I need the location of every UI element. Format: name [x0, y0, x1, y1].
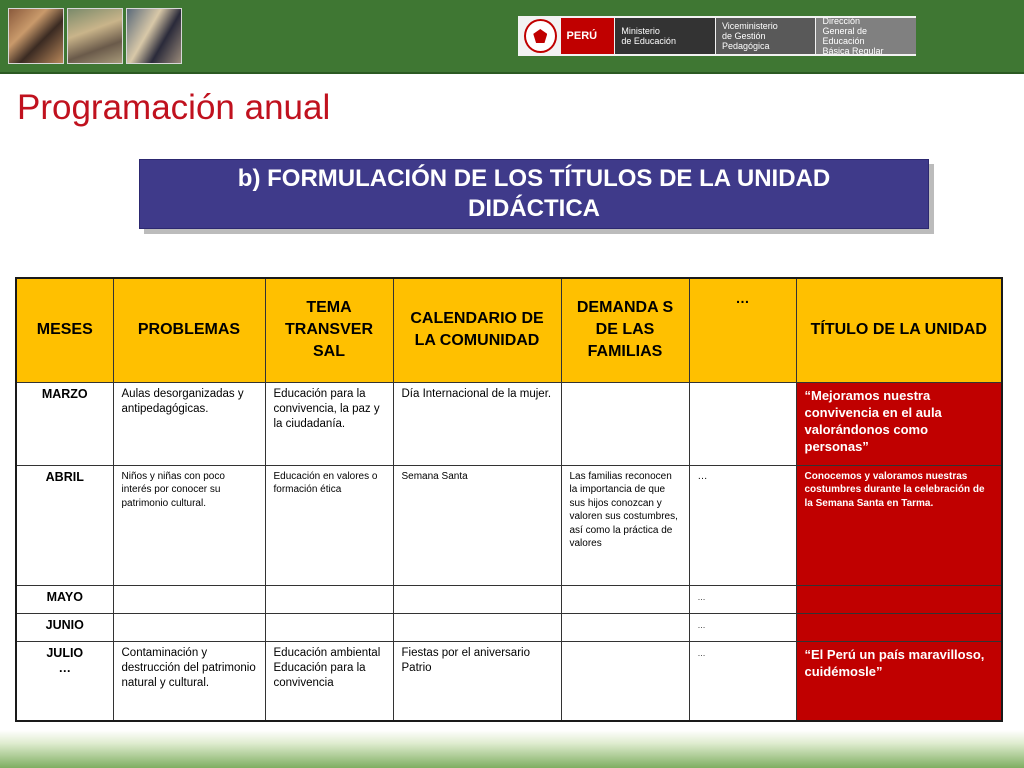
header-meses: MESES [16, 278, 113, 382]
planning-table [15, 277, 1003, 722]
other-cell: … [689, 585, 796, 613]
header-problemas: PROBLEMAS [113, 278, 265, 382]
child-photo-icon [8, 8, 64, 64]
table-row [16, 585, 1002, 613]
demand-cell: Las familias reconocen la importancia de que sus hijos conozcan y valoren sus costumbres, así como la práctica de valores [561, 465, 689, 585]
theme-cell: Educación en valores o formación ética [265, 465, 393, 585]
section-banner: b) FORMULACIÓN DE LOS TÍTULOS DE LA UNIDAD DIDÁCTICA [139, 159, 929, 229]
table-row [16, 613, 1002, 641]
other-cell: … [689, 641, 796, 721]
month-cell: JUNIO [16, 613, 113, 641]
problem-cell: Niños y niñas con poco interés por conocer su patrimonio cultural. [113, 465, 265, 585]
table-header-row [16, 278, 1002, 382]
other-cell: … [689, 613, 796, 641]
demand-cell [561, 585, 689, 613]
footer-bar [0, 730, 1024, 768]
theme-cell: Educación ambiental Educación para la convivencia [265, 641, 393, 721]
table-row [16, 465, 1002, 585]
logo-direction: Dirección General de Educación Básica Regular [816, 18, 916, 54]
logo-peru: PERÚ [561, 18, 615, 54]
logo-ministry: Ministerio de Educación [615, 18, 715, 54]
theme-cell [265, 613, 393, 641]
other-cell [689, 382, 796, 465]
theme-cell: Educación para la convivencia, la paz y la ciudadanía. [265, 382, 393, 465]
logo-vice-ministry: Viceministerio de Gestión Pedagógica [716, 18, 816, 54]
unit-title-cell: Conocemos y valoramos nuestras costumbres durante la celebración de la Semana Santa en Tarma. [796, 465, 1002, 585]
table-row [16, 641, 1002, 721]
calendar-cell: Semana Santa [393, 465, 561, 585]
page-title: Programación anual [17, 88, 331, 127]
problem-cell [113, 585, 265, 613]
unit-title-cell: “Mejoramos nuestra convivencia en el aula valorándonos como personas” [796, 382, 1002, 465]
header-bar [0, 0, 1024, 74]
theme-cell [265, 585, 393, 613]
problem-cell [113, 613, 265, 641]
month-label: JULIO [46, 645, 84, 660]
ministry-logo [518, 16, 916, 56]
calendar-cell [393, 613, 561, 641]
demand-cell [561, 641, 689, 721]
month-extra: … [58, 660, 71, 675]
demand-cell [561, 613, 689, 641]
unit-title-cell [796, 585, 1002, 613]
month-cell: MAYO [16, 585, 113, 613]
table-row [16, 382, 1002, 465]
header-demandas: DEMANDA S DE LAS FAMILIAS [561, 278, 689, 382]
problem-cell: Contaminación y destrucción del patrimonio natural y cultural. [113, 641, 265, 721]
header-more: … [689, 278, 796, 382]
unit-title-cell [796, 613, 1002, 641]
problem-cell: Aulas desorganizadas y antipedagógicas. [113, 382, 265, 465]
classroom-photo-icon [67, 8, 123, 64]
coat-of-arms-icon [524, 19, 557, 53]
students-photo-icon [126, 8, 182, 64]
other-cell: … [689, 465, 796, 585]
unit-title-cell: “El Perú un país maravilloso, cuidémosle” [796, 641, 1002, 721]
header-titulo: TÍTULO DE LA UNIDAD [796, 278, 1002, 382]
month-cell [16, 641, 113, 721]
calendar-cell: Día Internacional de la mujer. [393, 382, 561, 465]
month-cell: MARZO [16, 382, 113, 465]
calendar-cell [393, 585, 561, 613]
calendar-cell: Fiestas por el aniversario Patrio [393, 641, 561, 721]
header-tema-transversal: TEMA TRANSVER SAL [265, 278, 393, 382]
demand-cell [561, 382, 689, 465]
header-calendario: CALENDARIO DE LA COMUNIDAD [393, 278, 561, 382]
month-cell: ABRIL [16, 465, 113, 585]
